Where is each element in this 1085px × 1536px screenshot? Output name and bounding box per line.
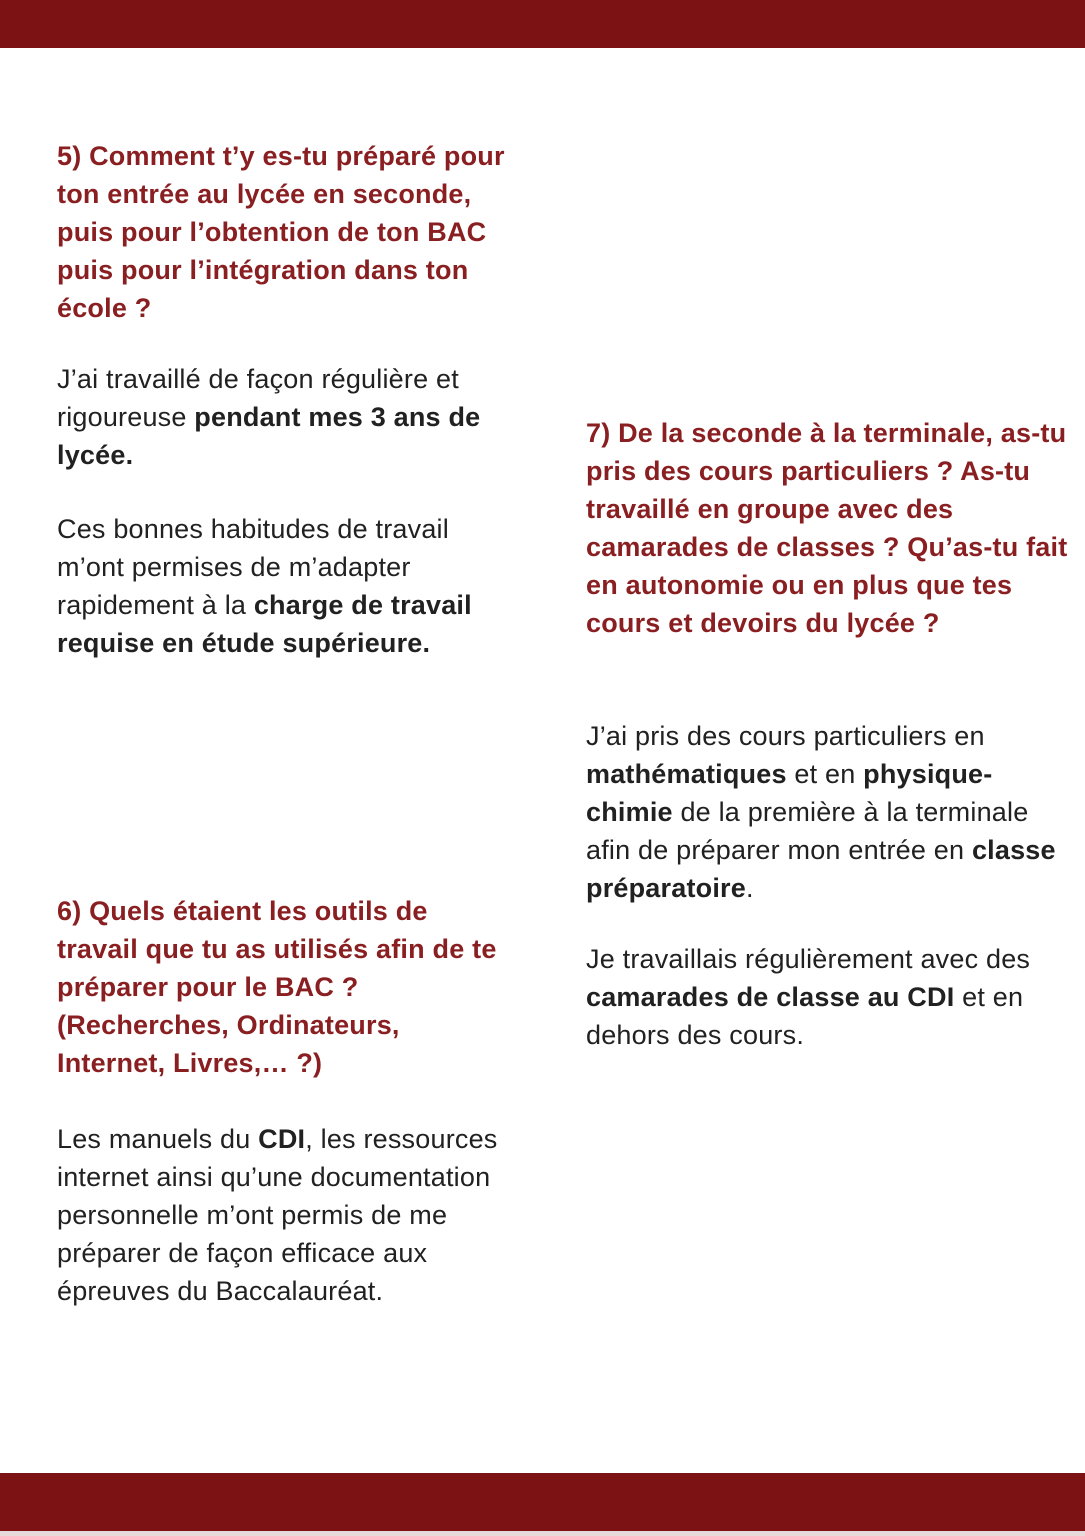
- answer-7-paragraph-1: J’ai pris des cours particuliers en mathématiques et en physique-chimie de la première à la terminale afin de préparer mon entrée en classe préparatoire.: [586, 721, 1056, 903]
- answer-6-paragraph: Les manuels du CDI, les ressources internet ainsi qu’une documentation personnelle m’ont permis de me préparer de façon efficace aux épreuves du Baccalauréat.: [57, 1124, 498, 1306]
- answer-5-paragraph-2: Ces bonnes habitudes de travail m’ont permises de m’adapter rapidement à la charge de travail requise en étude supérieure.: [57, 514, 472, 658]
- bottom-banner-bar: [0, 1473, 1085, 1531]
- top-banner-bar: [0, 0, 1085, 48]
- question-5-heading: 5) Comment t’y es-tu préparé pour ton entrée au lycée en seconde, puis pour l’obtention de ton BAC puis pour l’intégration dans ton école ?: [57, 141, 505, 323]
- answer-7-paragraph-2: Je travaillais régulièrement avec des camarades de classe au CDI et en dehors des cours.: [586, 944, 1031, 1050]
- question-7-heading: 7) De la seconde à la terminale, as-tu pris des cours particuliers ? As-tu travaillé en groupe avec des camarades de classes ? Qu’as-tu fait en autonomie ou en plus que tes cours et devoirs du lycée ?: [586, 418, 1068, 638]
- answer-5-paragraph-1: J’ai travaillé de façon régulière et rigoureuse pendant mes 3 ans de lycée.: [57, 364, 481, 470]
- bottom-page-edge: [0, 1531, 1085, 1536]
- question-6-heading: 6) Quels étaient les outils de travail que tu as utilisés afin de te préparer pour le BAC ? (Recherches, Ordinateurs, Internet, Livres,… ?): [57, 896, 497, 1078]
